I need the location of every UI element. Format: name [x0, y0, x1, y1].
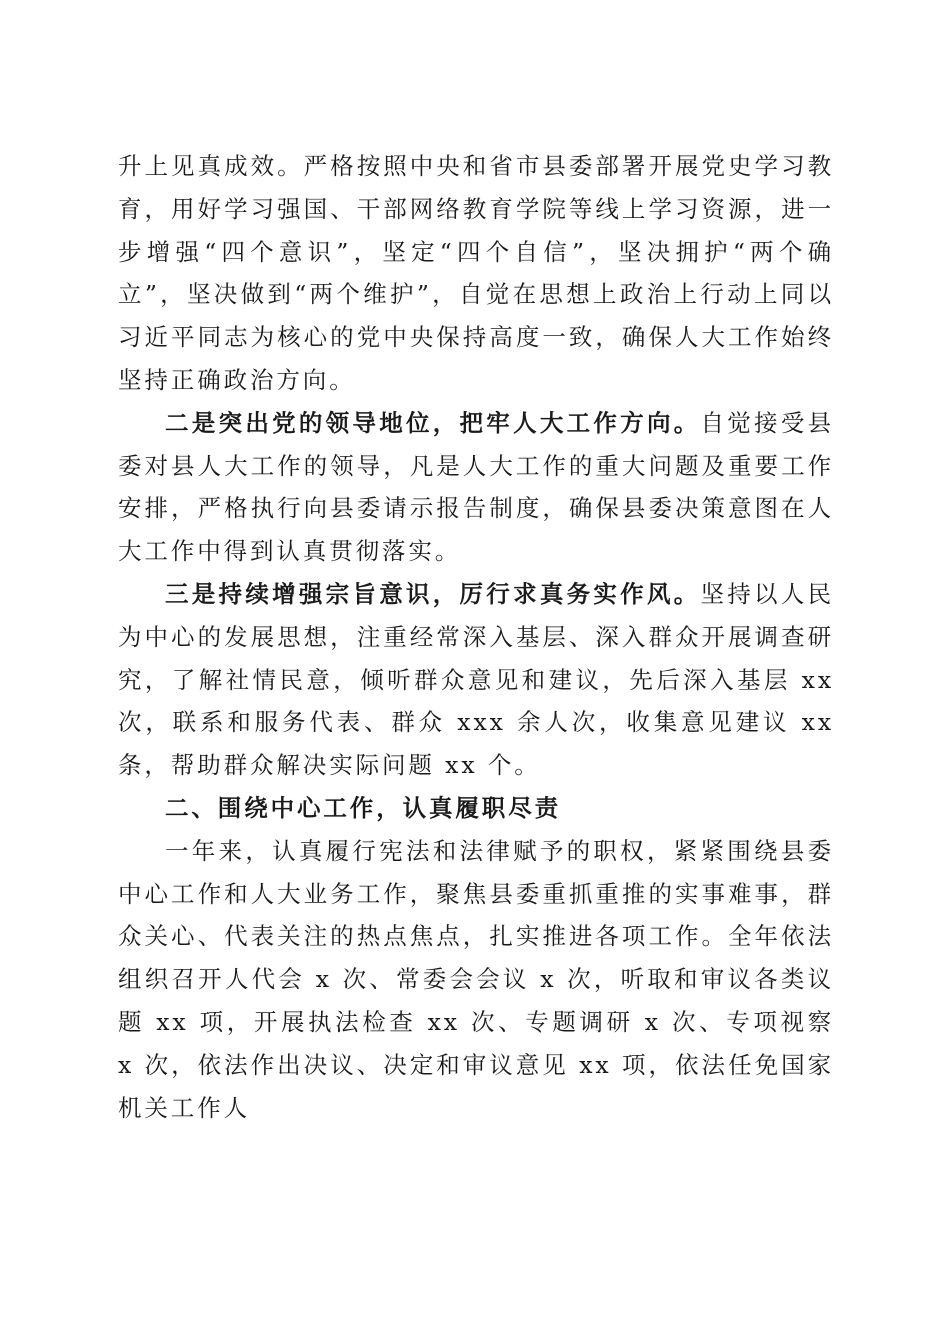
section-heading: 二、围绕中心工作，认真履职尽责 [165, 793, 561, 822]
paragraph-text: 自觉接受县委对县人大工作的领导，凡是人大工作的重大问题及重要工作安排，严格执行向县委请示报告制度，确保县委决策意图在人大工作中得到认真贯彻落实。 [118, 408, 834, 566]
paragraph-text: 坚持以人民为中心的发展思想，注重经常深入基层、深入群众开展调查研究，了解社情民意，倾听群众意见和建议，先后深入基层 xx 次，联系和服务代表、群众 xxx 余人次，收集意见建议 xx 条，帮助群众解决实际问题 xx 个。 [118, 579, 834, 780]
paragraph-text: 一年来，认真履行宪法和法律赋予的职权，紧紧围绕县委中心工作和人大业务工作，聚焦县委重抓重推的实事难事，群众关心、代表关注的热点焦点，扎实推进各项工作。全年依法组织召开人代会 x 次、常委会会议 x 次，听取和审议各类议题 xx 项，开展执法检查 xx 次、专题调研 x 次、专项视察 x 次，依法作出决议、决定和审议意见 xx 项，依法任免国家机关工作人 [118, 836, 834, 1122]
paragraph-lead: 三是持续增强宗旨意识，厉行求真务实作风。 [165, 579, 701, 608]
document-body [118, 145, 834, 1129]
paragraph-third-point [118, 573, 834, 787]
paragraph-second-point [118, 402, 834, 573]
paragraph-lead: 二是突出党的领导地位，把牢人大工作方向。 [165, 408, 701, 437]
paragraph-text: 升上见真成效。严格按照中央和省市县委部署开展党史学习教育，用好学习强国、干部网络教育学院等线上学习资源，进一步增强“四个意识”，坚定“四个自信”，坚决拥护“两个确立”，坚决做到“两个维护”，自觉在思想上政治上行动上同以习近平同志为核心的党中央保持高度一致，确保人大工作始终坚持正确政治方向。 [118, 152, 834, 394]
section-paragraph [118, 830, 834, 1130]
paragraph-continued [118, 145, 834, 402]
